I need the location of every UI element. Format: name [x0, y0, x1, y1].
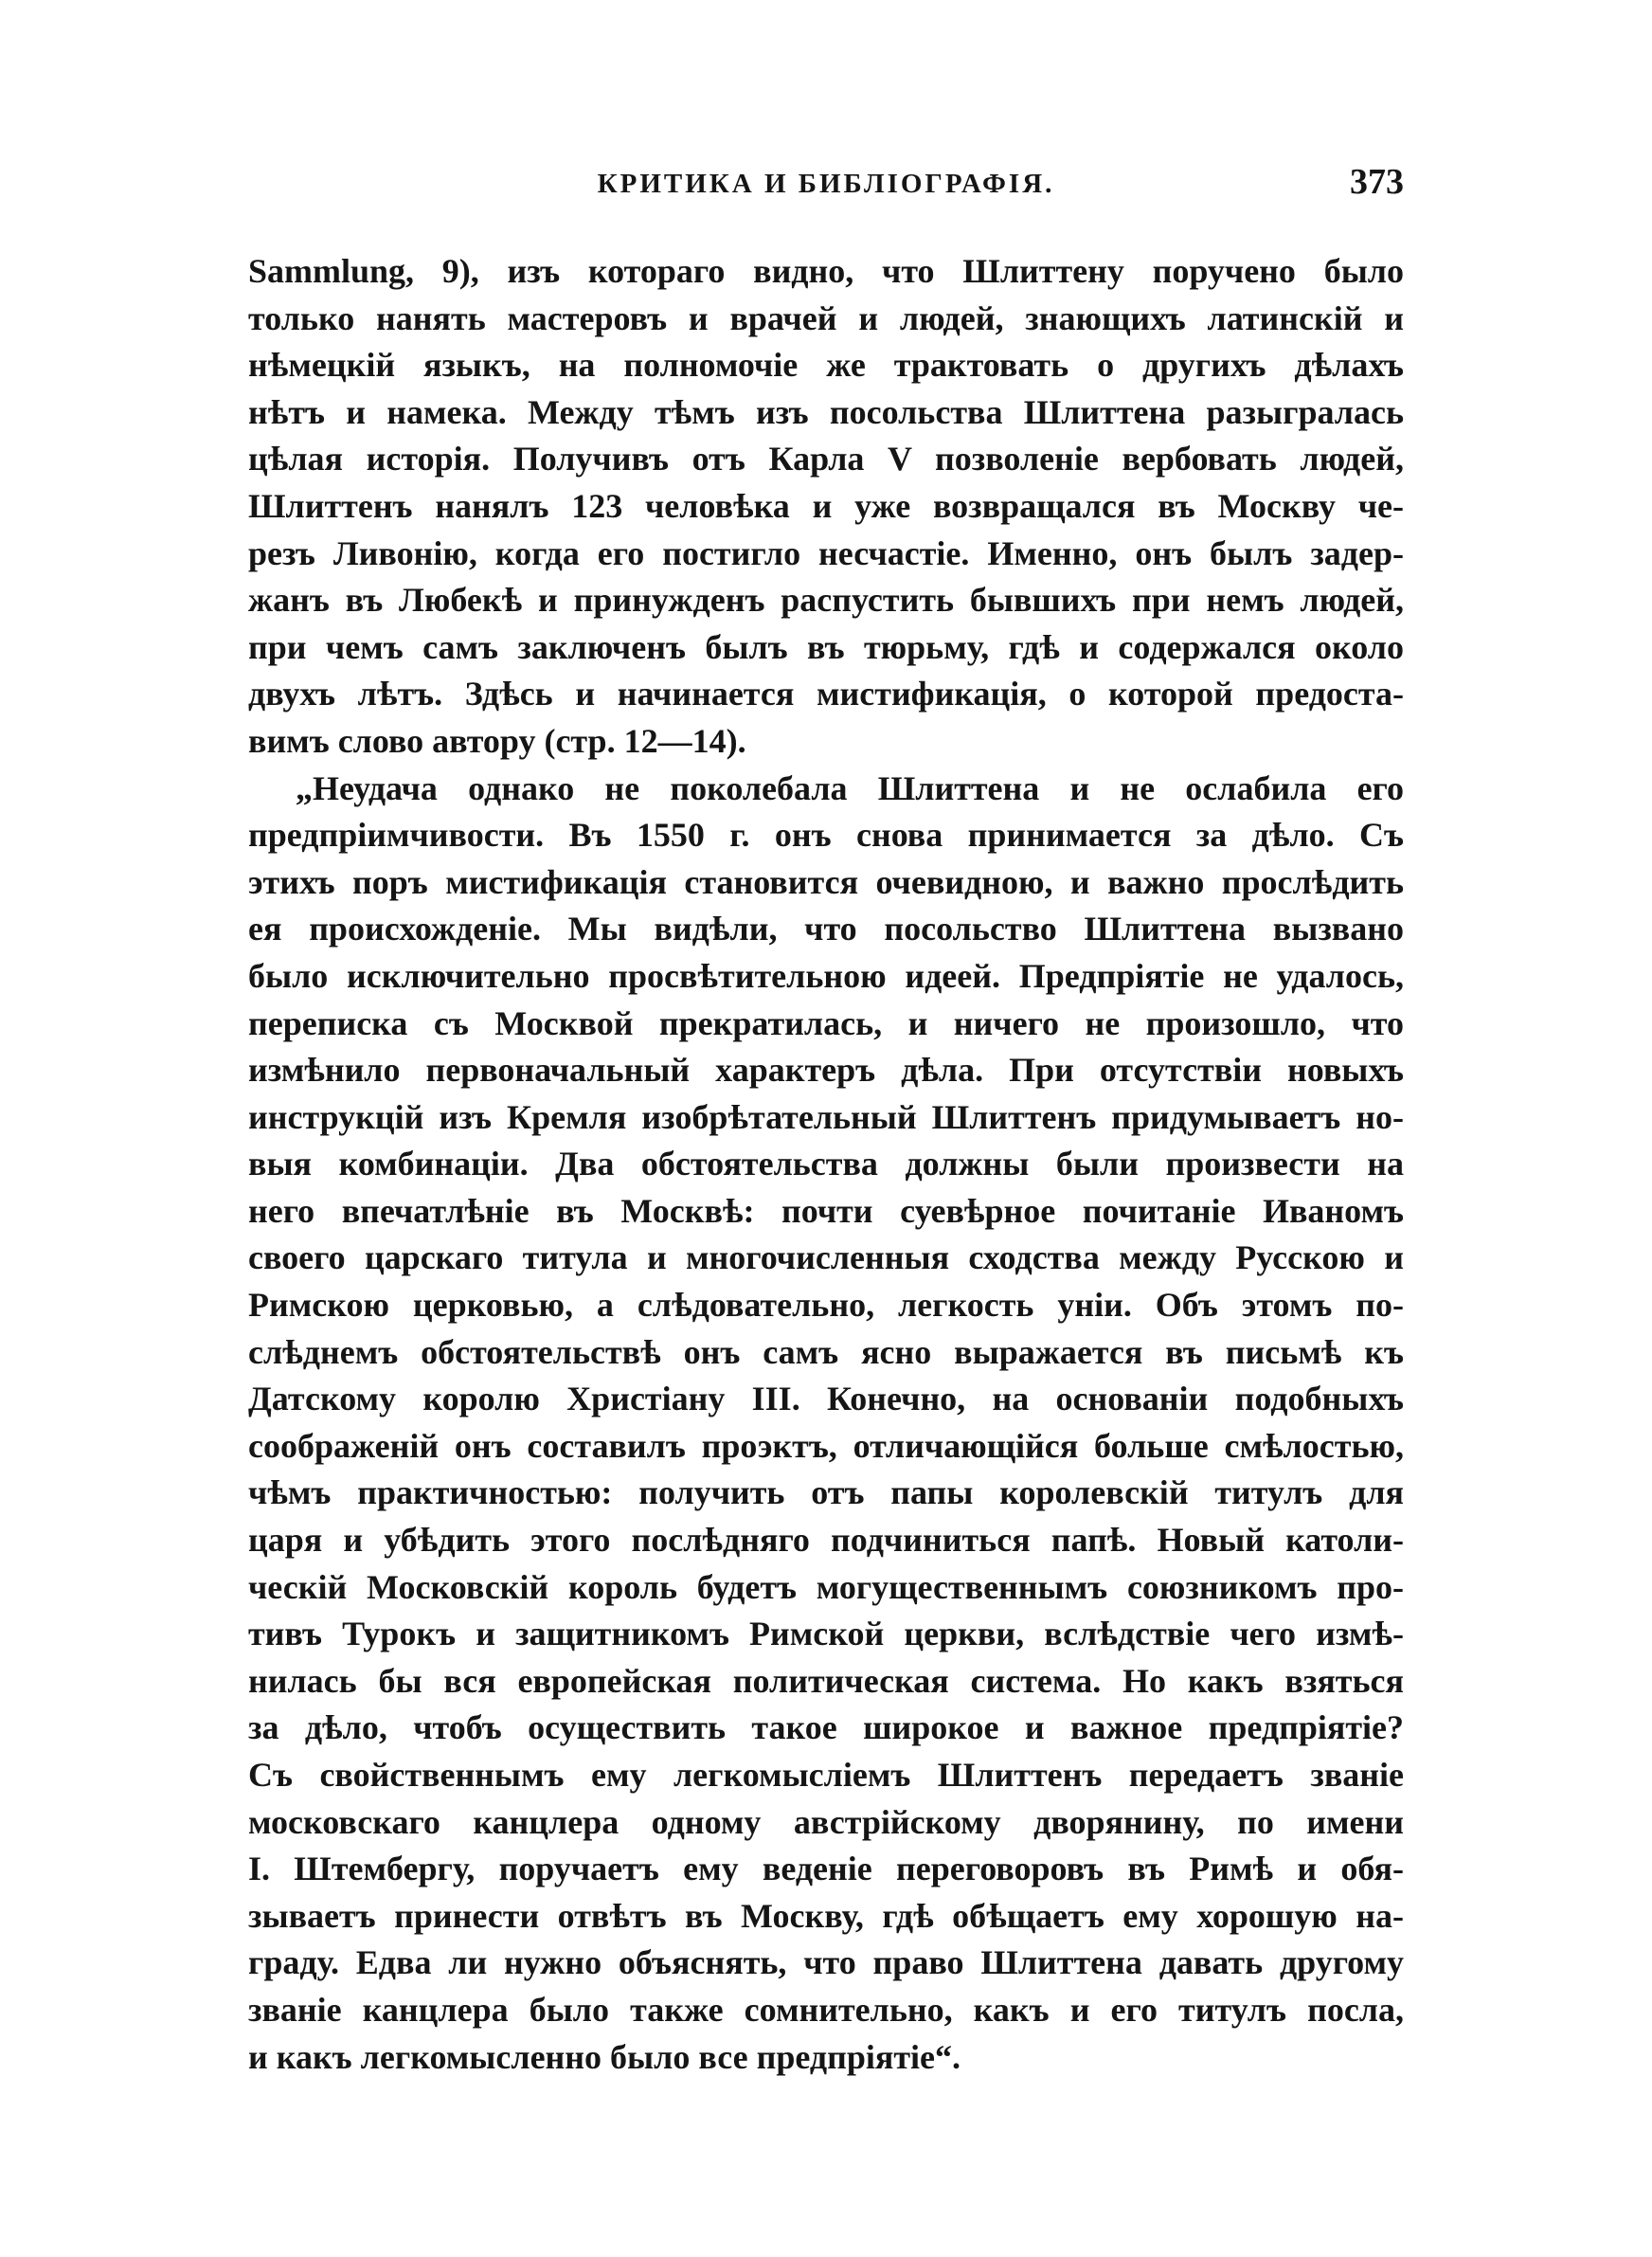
- text-line: Римскою церковью, а слѣдовательно, легкость унiи. Объ этомъ по-: [248, 1286, 1404, 1325]
- text-line: царя и убѣдить этого послѣдняго подчиниться папѣ. Новый католи-: [248, 1521, 1404, 1560]
- text-line: только нанять мастеровъ и врачей и людей, знающихъ латинскiй и: [248, 298, 1404, 337]
- text-line: чѣмъ практичностью: получить отъ папы королевскiй титулъ для: [248, 1473, 1404, 1512]
- running-head: [248, 161, 1404, 218]
- text-line: своего царскаго титула и многочисленныя сходства между Русскою и: [248, 1238, 1404, 1277]
- text-line: званiе канцлера было также сомнительно, какъ и его титулъ посла,: [248, 1990, 1404, 2029]
- page-number: 373: [1350, 162, 1404, 202]
- text-line: было исключительно просвѣтительною идеей. Предпрiятiе не удалось,: [248, 956, 1404, 995]
- text-line: выя комбинацiи. Два обстоятельства должны были произвести на: [248, 1145, 1404, 1183]
- text-line: резъ Ливонiю, когда его постигло несчастiе. Именно, онъ былъ задер-: [248, 533, 1404, 572]
- body-text: [248, 248, 1404, 2081]
- text-line: него впечатлѣнiе въ Москвѣ: почти суевѣрное почитанiе Иваномъ: [248, 1191, 1404, 1230]
- text-line: переписка съ Москвой прекратилась, и ничего не произошло, что: [248, 1003, 1404, 1042]
- text-line: предпрiимчивости. Въ 1550 г. онъ снова принимается за дѣло. Съ: [248, 816, 1404, 855]
- text-line: Шлиттенъ нанялъ 123 человѣка и уже возвращался въ Москву че-: [248, 486, 1404, 525]
- paragraph: [248, 248, 1404, 766]
- text-line: вимъ слово автору (стр. 12—14).: [248, 721, 746, 760]
- paragraph: [248, 766, 1404, 2082]
- text-line: измѣнило первоначальный характеръ дѣла. При отсутствiи новыхъ: [248, 1051, 1404, 1090]
- text-line: и какъ легкомысленно было все предпрiятiе“.: [248, 2037, 961, 2076]
- text-line: за дѣло, чтобъ осуществить такое широкое и важное предпрiятiе?: [248, 1708, 1404, 1747]
- text-line: ея происхожденiе. Мы видѣли, что посольство Шлиттена вызвано: [248, 910, 1404, 948]
- text-line: московскаго канцлера одному австрiйскому дворянину, по имени: [248, 1802, 1404, 1841]
- text-line: нѣтъ и намека. Между тѣмъ изъ посольства Шлиттена разыгралась: [248, 392, 1404, 431]
- text-line: тивъ Турокъ и защитникомъ Римской церкви, вслѣдствiе чего измѣ-: [248, 1615, 1404, 1653]
- text-line: нѣмецкiй языкъ, на полномочiе же трактовать о другихъ дѣлахъ: [248, 346, 1404, 385]
- text-line: „Неудача однако не поколебала Шлиттена и не ослабила его: [296, 768, 1404, 807]
- text-line: нилась бы вся европейская политическая система. Но какъ взяться: [248, 1661, 1404, 1700]
- text-line: зываетъ принести отвѣтъ въ Москву, гдѣ обѣщаетъ ему хорошую на-: [248, 1896, 1404, 1935]
- text-line: при чемъ самъ заключенъ былъ въ тюрьму, гдѣ и содержался около: [248, 627, 1404, 666]
- text-line: Sammlung, 9), изъ котораго видно, что Шлиттену поручено было: [248, 252, 1404, 290]
- text-line: инструкцiй изъ Кремля изобрѣтательный Шлиттенъ придумываетъ но-: [248, 1097, 1404, 1136]
- text-line: Съ свойственнымъ ему легкомыслiемъ Шлиттенъ передаетъ званiе: [248, 1756, 1404, 1794]
- text-line: этихъ поръ мистификацiя становится очевидною, и важно прослѣдить: [248, 862, 1404, 901]
- text-line: слѣднемъ обстоятельствѣ онъ самъ ясно выражается въ письмѣ къ: [248, 1332, 1404, 1371]
- text-line: I. Штембергу, поручаетъ ему веденiе переговоровъ въ Римѣ и обя-: [248, 1850, 1404, 1888]
- text-line: двухъ лѣтъ. Здѣсь и начинается мистификацiя, о которой предоста-: [248, 675, 1404, 713]
- text-line: Датскому королю Христiану III. Конечно, на основанiи подобныхъ: [248, 1380, 1404, 1418]
- text-line: жанъ въ Любекѣ и принужденъ распустить бывшихъ при немъ людей,: [248, 581, 1404, 620]
- running-title: КРИТИКА И БИБЛIОГРАФIЯ.: [597, 169, 1055, 199]
- text-line: цѣлая исторiя. Получивъ отъ Карла V позволенiе вербовать людей,: [248, 440, 1404, 478]
- text-line: граду. Едва ли нужно объяснять, что право Шлиттена давать другому: [248, 1943, 1404, 1982]
- text-line: соображенiй онъ составилъ проэктъ, отличающiйся больше смѣлостью,: [248, 1426, 1404, 1465]
- text-line: ческiй Московскiй король будетъ могущественнымъ союзникомъ про-: [248, 1567, 1404, 1606]
